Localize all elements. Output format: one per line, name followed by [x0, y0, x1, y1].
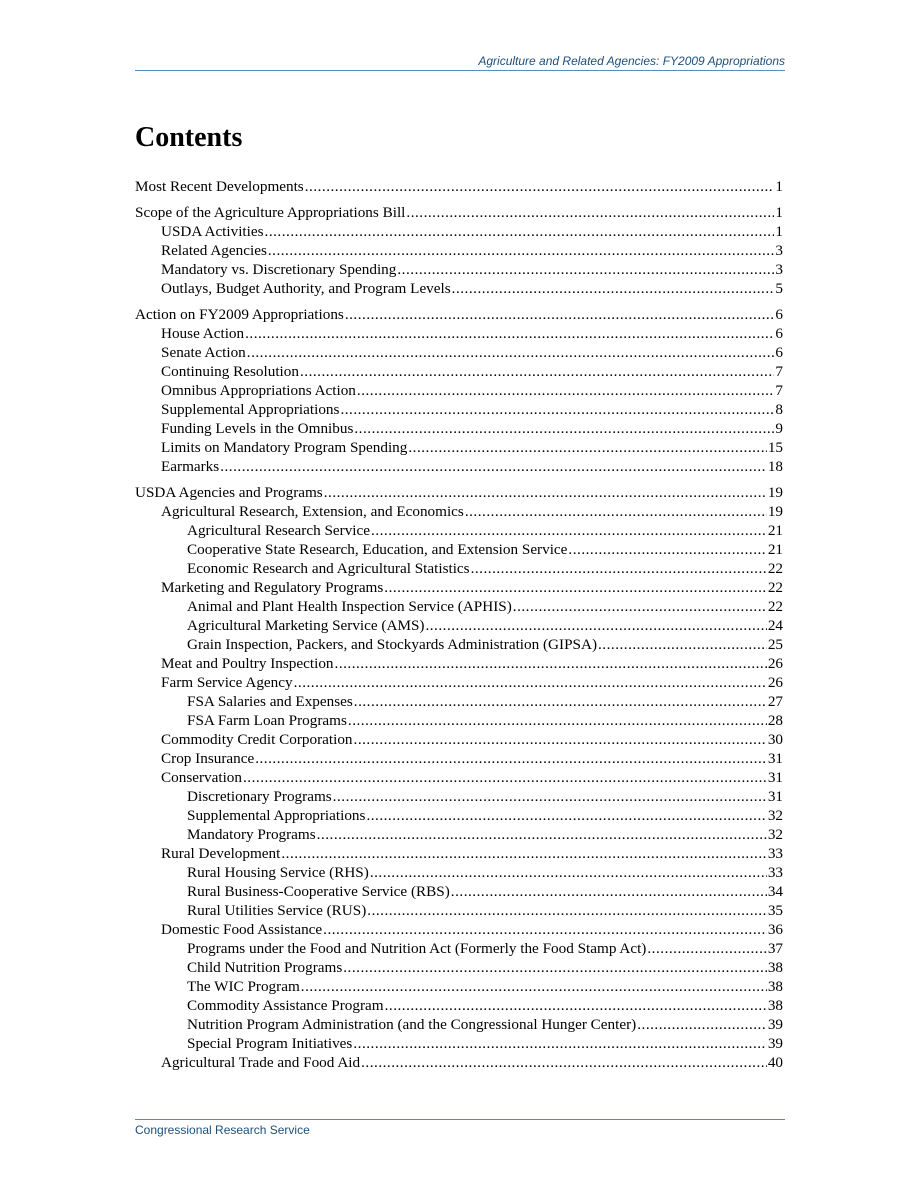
toc-dot-leader: [354, 692, 767, 711]
toc-entry-title: Commodity Credit Corporation: [161, 731, 353, 748]
toc-entry[interactable]: [135, 996, 783, 1015]
toc-dot-leader: [598, 635, 767, 654]
toc-entry-title: Special Program Initiatives: [187, 1035, 353, 1052]
toc-entry-title: Omnibus Appropriations Action: [161, 382, 356, 399]
toc-entry-page: 6: [775, 325, 783, 342]
toc-entry[interactable]: [135, 419, 783, 438]
toc-entry[interactable]: [135, 1015, 783, 1034]
toc-dot-leader: [335, 654, 767, 673]
toc-entry-page: 9: [775, 420, 783, 437]
toc-entry-title: Mandatory Programs: [187, 826, 316, 843]
toc-dot-leader: [294, 673, 767, 692]
toc-entry-page: 35: [767, 902, 783, 919]
running-header-title: Agriculture and Related Agencies: FY2009 Appropriations: [478, 54, 785, 68]
toc-entry[interactable]: [135, 177, 783, 196]
toc-entry[interactable]: [135, 241, 783, 260]
toc-entry[interactable]: [135, 381, 783, 400]
toc-entry-page: 22: [767, 579, 783, 596]
toc-entry[interactable]: [135, 1053, 783, 1072]
toc-entry-page: 31: [767, 769, 783, 786]
toc-entry[interactable]: [135, 1034, 783, 1053]
toc-entry[interactable]: [135, 578, 783, 597]
toc-entry-title: Conservation: [161, 769, 242, 786]
toc-entry[interactable]: [135, 540, 783, 559]
toc-dot-leader: [333, 787, 767, 806]
toc-entry-title: Child Nutrition Programs: [187, 959, 343, 976]
toc-entry-title: Earmarks: [161, 458, 220, 475]
toc-entry-page: 34: [767, 883, 783, 900]
toc-entry-title: Agricultural Marketing Service (AMS): [187, 617, 425, 634]
toc-entry-title: Discretionary Programs: [187, 788, 332, 805]
toc-entry[interactable]: [135, 203, 783, 222]
toc-entry-title: Action on FY2009 Appropriations: [135, 306, 344, 323]
toc-entry-title: Supplemental Appropriations: [187, 807, 366, 824]
toc-entry-title: Programs under the Food and Nutrition Act (Formerly the Food Stamp Act): [187, 940, 647, 957]
toc-dot-leader: [568, 540, 766, 559]
toc-entry-page: 28: [767, 712, 783, 729]
toc-entry-page: 39: [767, 1035, 783, 1052]
toc-entry[interactable]: [135, 730, 783, 749]
toc-dot-leader: [268, 241, 775, 260]
toc-entry[interactable]: [135, 222, 783, 241]
toc-dot-leader: [425, 616, 766, 635]
toc-entry-page: 19: [767, 503, 783, 520]
toc-entry[interactable]: [135, 901, 783, 920]
toc-entry[interactable]: [135, 559, 783, 578]
toc-entry-title: Rural Development: [161, 845, 281, 862]
toc-entry-page: 1: [775, 223, 783, 240]
toc-entry-page: 21: [767, 541, 783, 558]
toc-entry-page: 38: [767, 997, 783, 1014]
toc-entry-page: 33: [767, 845, 783, 862]
toc-entry-page: 6: [775, 306, 783, 323]
toc-entry-title: Scope of the Agriculture Appropriations Bill: [135, 204, 406, 221]
toc-entry[interactable]: [135, 939, 783, 958]
toc-entry-page: 25: [767, 636, 783, 653]
toc-entry[interactable]: [135, 654, 783, 673]
toc-entry-title: Grain Inspection, Packers, and Stockyards Administration (GIPSA): [187, 636, 597, 653]
toc-dot-leader: [301, 977, 767, 996]
toc-dot-leader: [513, 597, 767, 616]
toc-entry-page: 15: [767, 439, 783, 456]
toc-entry[interactable]: [135, 343, 783, 362]
toc-entry-page: 38: [767, 978, 783, 995]
toc-dot-leader: [345, 305, 775, 324]
toc-entry-page: 33: [767, 864, 783, 881]
toc-entry[interactable]: [135, 635, 783, 654]
toc-entry-page: 24: [767, 617, 783, 634]
toc-entry-page: 36: [767, 921, 783, 938]
toc-entry-page: 22: [767, 560, 783, 577]
toc-entry-title: Rural Business-Cooperative Service (RBS): [187, 883, 450, 900]
running-header: [135, 55, 785, 71]
toc-entry[interactable]: [135, 977, 783, 996]
toc-entry-page: 6: [775, 344, 783, 361]
toc-dot-leader: [245, 324, 774, 343]
toc-dot-leader: [367, 901, 767, 920]
toc-entry[interactable]: [135, 844, 783, 863]
toc-dot-leader: [647, 939, 766, 958]
toc-entry-title: Agricultural Research Service: [187, 522, 371, 539]
toc-entry[interactable]: [135, 825, 783, 844]
toc-dot-leader: [406, 203, 774, 222]
toc-entry-title: Nutrition Program Administration (and the Congressional Hunger Center): [187, 1016, 637, 1033]
toc-dot-leader: [361, 1053, 767, 1072]
toc-dot-leader: [366, 806, 766, 825]
toc-entry-page: 5: [775, 280, 783, 297]
toc-entry-page: 37: [767, 940, 783, 957]
toc-entry-title: Mandatory vs. Discretionary Spending: [161, 261, 397, 278]
toc-dot-leader: [265, 222, 775, 241]
toc-dot-leader: [300, 362, 774, 381]
toc-entry-title: Agricultural Research, Extension, and Economics: [161, 503, 464, 520]
toc-entry-page: 27: [767, 693, 783, 710]
toc-entry-page: 18: [767, 458, 783, 475]
toc-dot-leader: [371, 521, 767, 540]
toc-entry-page: 8: [775, 401, 783, 418]
toc-dot-leader: [451, 882, 767, 901]
toc-dot-leader: [397, 260, 774, 279]
toc-entry[interactable]: [135, 692, 783, 711]
toc-entry-title: Continuing Resolution: [161, 363, 299, 380]
toc-entry-title: USDA Agencies and Programs: [135, 484, 323, 501]
toc-dot-leader: [637, 1015, 767, 1034]
toc-entry[interactable]: [135, 768, 783, 787]
toc-entry-page: 32: [767, 807, 783, 824]
toc-entry[interactable]: [135, 673, 783, 692]
toc-entry-page: 7: [775, 382, 783, 399]
toc-entry-title: Farm Service Agency: [161, 674, 293, 691]
toc-entry-page: 30: [767, 731, 783, 748]
toc-dot-leader: [281, 844, 766, 863]
toc-entry[interactable]: [135, 279, 783, 298]
toc-entry-title: Most Recent Developments: [135, 178, 304, 195]
toc-entry[interactable]: [135, 863, 783, 882]
toc-dot-leader: [220, 457, 767, 476]
toc-entry[interactable]: [135, 324, 783, 343]
toc-entry[interactable]: [135, 362, 783, 381]
toc-entry[interactable]: [135, 521, 783, 540]
toc-dot-leader: [340, 400, 774, 419]
toc-entry[interactable]: [135, 958, 783, 977]
toc-entry[interactable]: [135, 400, 783, 419]
toc-entry[interactable]: [135, 711, 783, 730]
toc-dot-leader: [323, 920, 767, 939]
footer-publisher: Congressional Research Service: [135, 1123, 310, 1137]
toc-entry-title: Animal and Plant Health Inspection Service (APHIS): [187, 598, 512, 615]
toc-entry-page: 3: [775, 242, 783, 259]
toc-dot-leader: [385, 996, 767, 1015]
toc-entry-page: 40: [767, 1054, 783, 1071]
toc-entry-page: 38: [767, 959, 783, 976]
toc-entry-title: House Action: [161, 325, 245, 342]
toc-entry-page: 19: [767, 484, 783, 501]
toc-entry-page: 39: [767, 1016, 783, 1033]
toc-entry[interactable]: [135, 502, 783, 521]
toc-dot-leader: [354, 730, 767, 749]
toc-entry[interactable]: [135, 749, 783, 768]
toc-dot-leader: [317, 825, 767, 844]
toc-entry-title: Meat and Poultry Inspection: [161, 655, 334, 672]
toc-entry[interactable]: [135, 438, 783, 457]
toc-entry-page: 22: [767, 598, 783, 615]
toc-entry-title: Funding Levels in the Omnibus: [161, 420, 354, 437]
toc-entry[interactable]: [135, 787, 783, 806]
toc-entry-title: Rural Utilities Service (RUS): [187, 902, 367, 919]
toc-entry-page: 31: [767, 750, 783, 767]
toc-entry-page: 3: [775, 261, 783, 278]
toc-entry[interactable]: [135, 597, 783, 616]
toc-dot-leader: [357, 381, 775, 400]
toc-entry-title: Agricultural Trade and Food Aid: [161, 1054, 361, 1071]
toc-entry[interactable]: [135, 260, 783, 279]
toc-dot-leader: [255, 749, 767, 768]
page-footer: [135, 1119, 785, 1137]
toc-entry-title: Supplemental Appropriations: [161, 401, 340, 418]
toc-dot-leader: [354, 419, 774, 438]
toc-dot-leader: [471, 559, 767, 578]
toc-entry-title: Rural Housing Service (RHS): [187, 864, 369, 881]
table-of-contents: [135, 174, 783, 1072]
toc-dot-leader: [408, 438, 766, 457]
toc-entry[interactable]: [135, 806, 783, 825]
toc-dot-leader: [324, 483, 767, 502]
toc-entry-page: 7: [775, 363, 783, 380]
toc-dot-leader: [348, 711, 767, 730]
toc-entry-page: 1: [775, 204, 783, 221]
toc-entry[interactable]: [135, 882, 783, 901]
toc-dot-leader: [370, 863, 767, 882]
toc-entry-page: 32: [767, 826, 783, 843]
toc-dot-leader: [243, 768, 767, 787]
toc-entry-title: Outlays, Budget Authority, and Program Levels: [161, 280, 451, 297]
toc-dot-leader: [465, 502, 767, 521]
toc-entry-title: Economic Research and Agricultural Statistics: [187, 560, 470, 577]
toc-dot-leader: [247, 343, 775, 362]
toc-entry[interactable]: [135, 920, 783, 939]
toc-entry-title: Related Agencies: [161, 242, 267, 259]
toc-entry-title: Senate Action: [161, 344, 246, 361]
toc-entry[interactable]: [135, 616, 783, 635]
toc-dot-leader: [452, 279, 775, 298]
toc-entry-page: 31: [767, 788, 783, 805]
toc-dot-leader: [384, 578, 767, 597]
toc-entry[interactable]: [135, 305, 783, 324]
toc-entry-title: Crop Insurance: [161, 750, 255, 767]
toc-dot-leader: [343, 958, 767, 977]
toc-entry-title: USDA Activities: [161, 223, 264, 240]
toc-entry-title: Cooperative State Research, Education, and Extension Service: [187, 541, 568, 558]
toc-entry-title: Commodity Assistance Program: [187, 997, 384, 1014]
toc-entry[interactable]: [135, 457, 783, 476]
toc-entry-page: 1: [775, 178, 783, 195]
toc-entry-title: FSA Salaries and Expenses: [187, 693, 353, 710]
toc-entry-page: 26: [767, 655, 783, 672]
toc-dot-leader: [305, 177, 775, 196]
toc-entry-title: FSA Farm Loan Programs: [187, 712, 347, 729]
page-title: Contents: [135, 122, 243, 153]
toc-dot-leader: [353, 1034, 766, 1053]
toc-entry-title: Limits on Mandatory Program Spending: [161, 439, 408, 456]
toc-entry-title: The WIC Program: [187, 978, 300, 995]
toc-entry-page: 26: [767, 674, 783, 691]
toc-entry[interactable]: [135, 483, 783, 502]
toc-entry-page: 21: [767, 522, 783, 539]
toc-entry-title: Domestic Food Assistance: [161, 921, 323, 938]
toc-entry-title: Marketing and Regulatory Programs: [161, 579, 384, 596]
